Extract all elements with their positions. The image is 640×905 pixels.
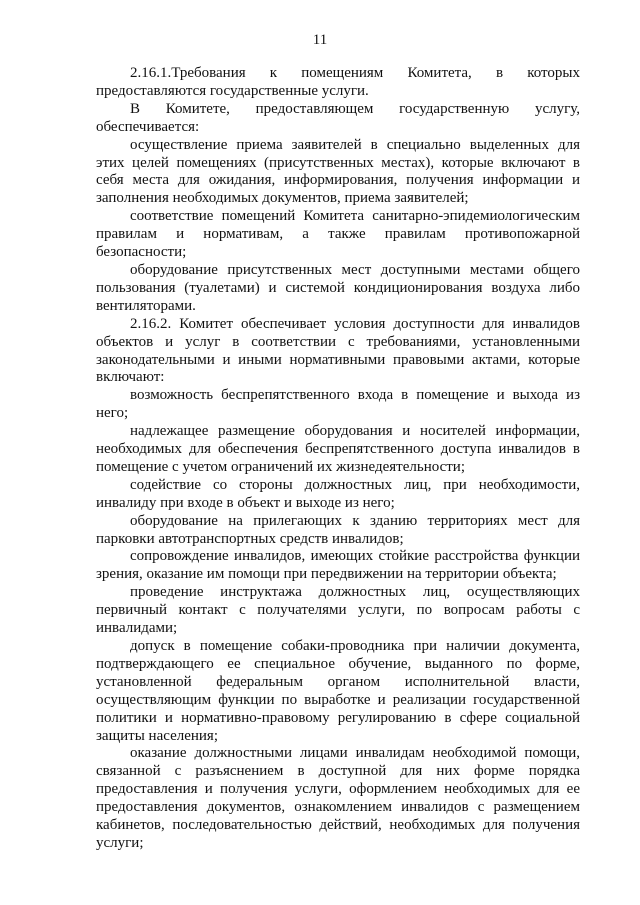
- paragraph-reception-premises: осуществление приема заявителей в специально выделенных для этих целей помещениях (присутственных местах), которые включают в себя места для ожидания, информирования, получения информации и заполнения необходимых документов, приема заявителей;: [96, 136, 580, 207]
- paragraph-explanation-help: оказание должностными лицами инвалидам необходимой помощи, связанной с разъяснением в доступной для них форме порядка предоставления и получения услуги, оформлением необходимых для ее предоставления документов, ознакомлением инвалидов с размещением кабинетов, последовательностью действий, необходимых для получения услуги;: [96, 745, 580, 851]
- paragraph-official-assistance: содействие со стороны должностных лиц, при необходимости, инвалиду при входе в объект и выходе из него;: [96, 476, 580, 511]
- paragraph-guide-dog: допуск в помещение собаки-проводника при наличии документа, подтверждающего ее специальное обучение, выданного по форме, установленной федеральным органом исполнительной власти, осуществляющим функции по выработке и реализации государственной политики и нормативно-правовому регулированию в сфере социальной защиты населения;: [96, 638, 580, 744]
- document-body: [96, 65, 580, 853]
- paragraph-accessibility-heading: 2.16.2. Комитет обеспечивает условия доступности для инвалидов объектов и услуг в соответствии с требованиями, установленными законодательными и иными нормативными правовыми актами, которые включают:: [96, 315, 580, 386]
- paragraph-equipment-placement: надлежащее размещение оборудования и носителей информации, необходимых для обеспечения беспрепятственного доступа инвалидов в помещение с учетом ограничений их жизнедеятельности;: [96, 423, 580, 475]
- paragraph-unobstructed-entry: возможность беспрепятственного входа в помещение и выхода из него;: [96, 387, 580, 422]
- paragraph-sanitary-compliance: соответствие помещений Комитета санитарно-эпидемиологическим правилам и нормативам, а также правилам противопожарной безопасности;: [96, 208, 580, 261]
- paragraph-staff-briefing: проведение инструктажа должностных лиц, осуществляющих первичный контакт с получателями услуги, по вопросам работы с инвалидами;: [96, 584, 580, 637]
- paragraph-equipment-toilets: оборудование присутственных мест доступными местами общего пользования (туалетами) и системой кондиционирования воздуха либо вентиляторами.: [96, 261, 580, 314]
- paragraph-committee-provides: В Комитете, предоставляющем государственную услугу, обеспечивается:: [96, 100, 580, 135]
- paragraph-vision-escort: сопровождение инвалидов, имеющих стойкие расстройства функции зрения, оказание им помощи при передвижении на территории объекта;: [96, 548, 580, 583]
- paragraph-requirements-heading: 2.16.1.Требования к помещениям Комитета, в которых предоставляются государственные услуги.: [96, 65, 580, 99]
- page-number: 11: [312, 32, 328, 48]
- paragraph-parking: оборудование на прилегающих к зданию территориях мест для парковки автотранспортных средств инвалидов;: [96, 512, 580, 547]
